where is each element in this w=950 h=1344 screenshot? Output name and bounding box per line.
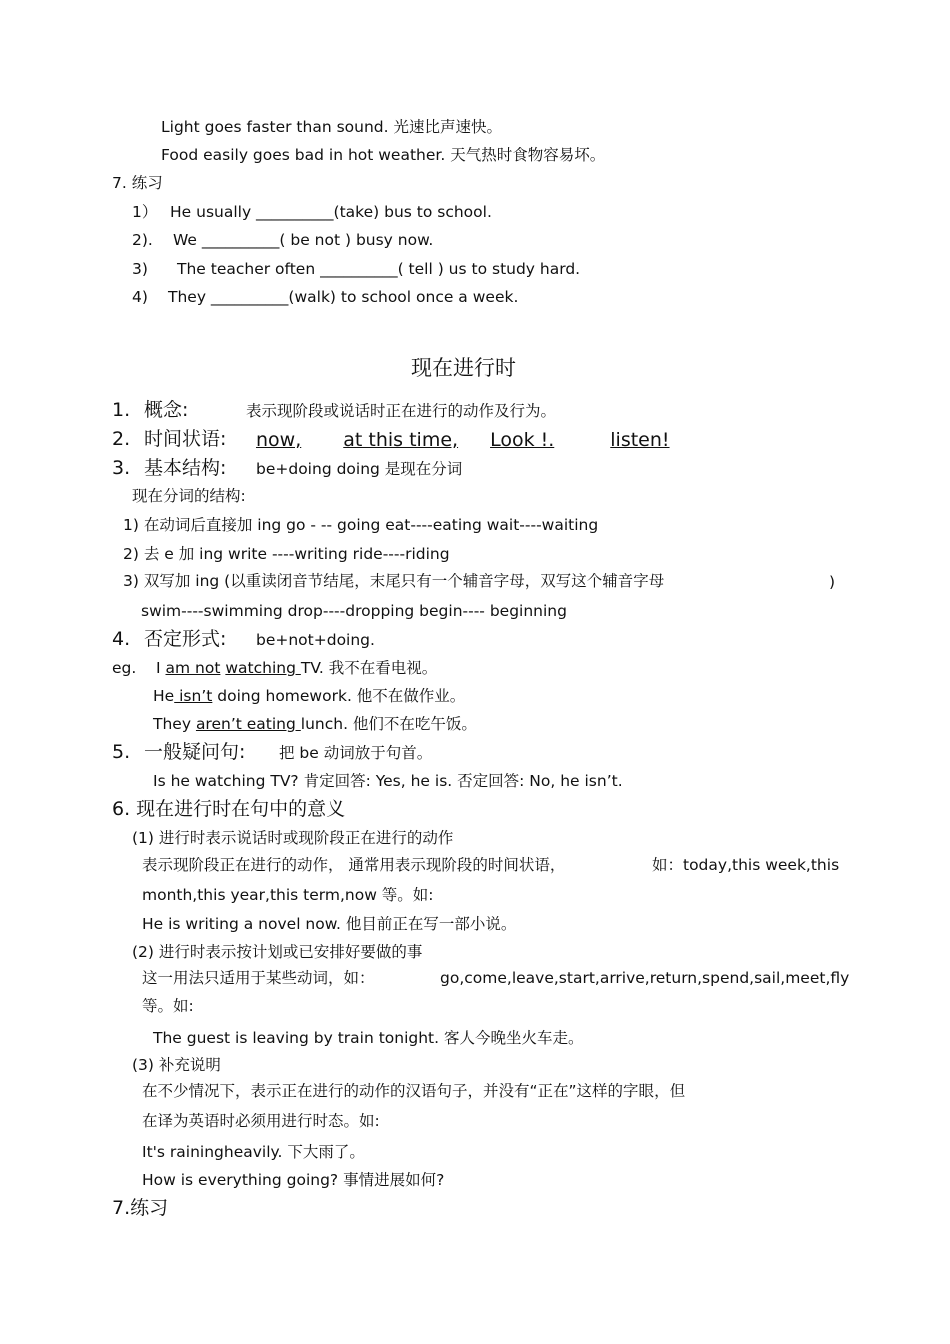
item-number: 1. (112, 399, 131, 421)
item-number: 2. (112, 428, 131, 450)
negative-example: He isn’t doing homework. 他不在做作业。 (153, 687, 466, 705)
structure-text: be+doing doing 是现在分词 (256, 460, 463, 478)
usage-title: (1) 进行时表示说话时或现阶段正在进行的动作 (132, 829, 454, 847)
time-adverb: listen! (610, 429, 670, 451)
participle-heading: 现在分词的结构: (132, 487, 246, 505)
item-label: 时间状语: (144, 428, 227, 450)
negative-example: I am not watching TV. 我不在看电视。 (156, 659, 438, 677)
usage-text: 在译为英语时必须用进行时态。如: (142, 1112, 380, 1130)
exercise-heading: 7.练习 (112, 1197, 169, 1219)
exercise-heading: 7. 练习 (112, 174, 163, 192)
exercise-item-num: 1） (132, 203, 158, 221)
time-adverbs-line (256, 428, 670, 452)
question-example: Is he watching TV? 肯定回答: Yes, he is. 否定回答: No, he isn’t. (153, 772, 623, 790)
participle-rule: 3) 双写加 ing (以重读闭音节结尾，末尾只有一个辅音字母，双写这个辅音字母 (123, 572, 665, 590)
example-sentence: Food easily goes bad in hot weather. 天气热时食物容易坏。 (161, 146, 606, 164)
time-adverb: now, (256, 429, 302, 451)
item-label: 一般疑问句: (144, 741, 246, 763)
usage-text: month,this year,this term,now 等。如: (142, 886, 434, 904)
participle-examples: swim----swimming drop----dropping begin---- beginning (141, 602, 567, 620)
usage-title: (2) 进行时表示按计划或已安排好要做的事 (132, 943, 423, 961)
usage-text: 在不少情况下，表示正在进行的动作的汉语句子，并没有“正在”这样的字眼，但 (142, 1082, 686, 1100)
question-text: 把 be 动词放于句首。 (279, 744, 433, 762)
usage-text: 表示现阶段正在进行的动作， 通常用表示现阶段的时间状语， (142, 856, 566, 874)
item-label: 基本结构: (144, 457, 227, 479)
usage-text: 等。如: (142, 997, 194, 1015)
item-number: 5. (112, 741, 131, 763)
negative-example: They aren’t eating lunch. 他们不在吃午饭。 (153, 715, 477, 733)
exercise-item-text: The teacher often __________( tell ) us to study hard. (177, 260, 581, 278)
exercise-item-num: 4) (132, 288, 148, 306)
example-sentence: Light goes faster than sound. 光速比声速快。 (161, 118, 502, 136)
time-adverb: Look !. (490, 429, 555, 451)
concept-text: 表示现阶段或说话时正在进行的动作及行为。 (246, 402, 557, 420)
usage-example: How is everything going? 事情进展如何? (142, 1171, 445, 1189)
underlined-phrase: aren’t eating (195, 715, 301, 733)
exercise-item-text: They __________(walk) to school once a week. (168, 288, 519, 306)
usage-example: He is writing a novel now. 他目前正在写一部小说。 (142, 915, 517, 933)
usage-text: 如：today,this week,this (652, 856, 840, 874)
participle-rule: 2) 去 e 加 ing write ----writing ride----riding (123, 545, 450, 563)
usage-example: The guest is leaving by train tonight. 客人今晚坐火车走。 (153, 1029, 584, 1047)
item-number: 3. (112, 457, 131, 479)
usage-title: (3) 补充说明 (132, 1056, 221, 1074)
usage-text: 这一用法只适用于某些动词，如： (142, 969, 375, 987)
underlined-phrase: isn’t (174, 687, 213, 705)
exercise-item-text: He usually __________(take) bus to school. (170, 203, 492, 221)
section-title: 现在进行时 (411, 356, 516, 380)
participle-rule: 1) 在动词后直接加 ing go - -- going eat----eating wait----waiting (123, 516, 599, 534)
item-number: 4. (112, 628, 131, 650)
usage-example: It's rainingheavily. 下大雨了。 (142, 1143, 365, 1161)
participle-rule-close: ) (829, 573, 836, 591)
item-label: 否定形式: (144, 628, 227, 650)
exercise-item-text: We __________( be not ) busy now. (173, 231, 434, 249)
eg-label: eg. (112, 659, 137, 677)
exercise-item-num: 3) (132, 260, 148, 278)
underlined-phrase: watching (225, 659, 301, 677)
usage-text: go,come,leave,start,arrive,return,spend,sail,meet,fly (440, 969, 850, 987)
underlined-phrase: am not (165, 659, 221, 677)
exercise-item-num: 2). (132, 231, 153, 249)
item-label: 概念: (144, 399, 189, 421)
time-adverb: at this time, (343, 429, 459, 451)
negative-text: be+not+doing. (256, 631, 375, 649)
meaning-heading: 6. 现在进行时在句中的意义 (112, 798, 346, 820)
